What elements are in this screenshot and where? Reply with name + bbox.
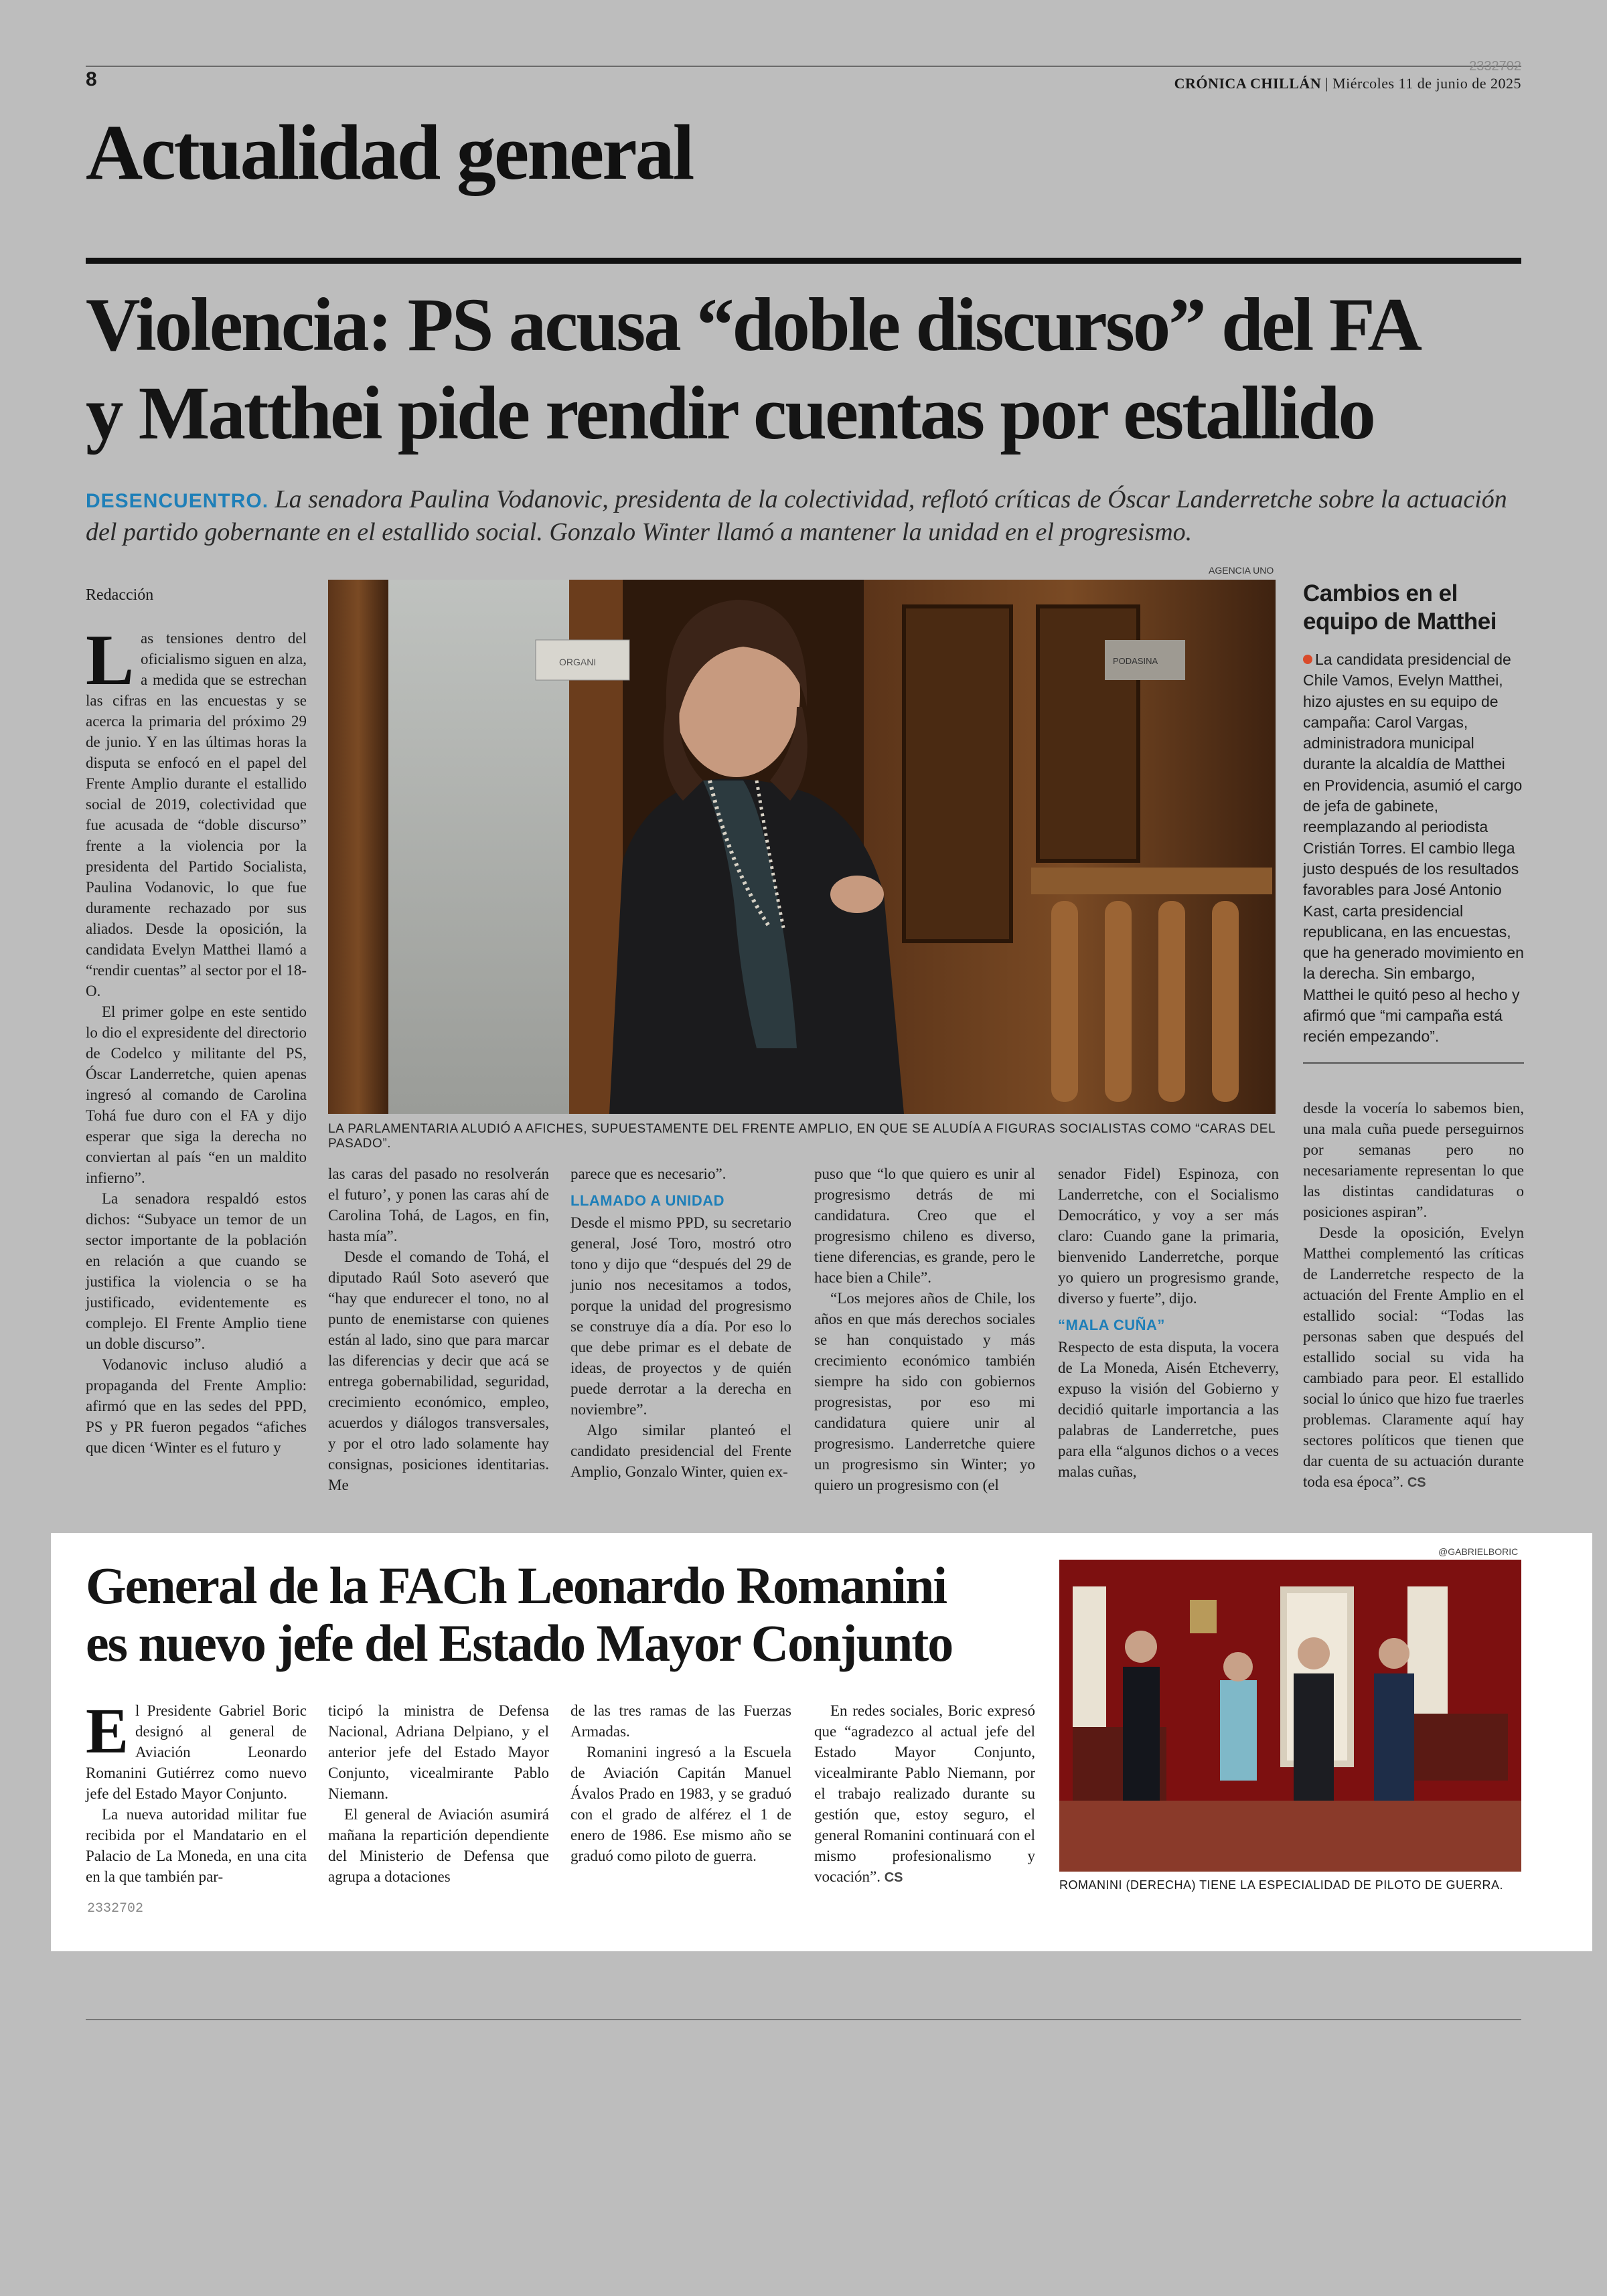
sidebar-paragraph: La candidata presidencial de Chile Vamos, Evelyn Matthei, hizo ajustes en su equipo de campaña: Carol Vargas, administradora municipal durante la alcaldía de Matthei en Providencia, asumió el cargo de jefa de gabinete, reemplazando al periodista Cristián Torres. El cambio llega justo después de los resultados favorables para José Antonio Kast, carta presidencial republicana, en las encuestas, que ha generado movimiento en la derecha. Sin embargo, Matthei le quitó peso al hecho y afirmó que “mi campaña está recién empezando”. bbox=[1303, 651, 1524, 1046]
photo-credit: AGENCIA UNO bbox=[1209, 565, 1274, 576]
sign-left: ORGANI bbox=[559, 657, 597, 667]
bottom-column-1 bbox=[86, 1695, 307, 1887]
lede-text: La senadora Paulina Vodanovic, presidenta de la colectividad, reflotó críticas de Óscar Landerretche sobre la actuación del partido gobernante en el estallido social. Gonzalo Winter llamó a mantener la unidad en el progresismo. bbox=[86, 485, 1507, 546]
header-rule bbox=[86, 66, 1521, 67]
sign-right: PODASINA bbox=[1113, 656, 1158, 666]
publication-date: Miércoles 11 de junio de 2025 bbox=[1332, 75, 1521, 92]
sidebar-title: Cambios en el equipo de Matthei bbox=[1303, 580, 1497, 635]
article-column-6 bbox=[1303, 1098, 1524, 1492]
paragraph: puso que “lo que quiero es unir al progresismo detrás de mi candidatura. Creo que el progresismo chileno es diverso, tiene diferencias, es grande, pero le hace bien a Chile”. bbox=[814, 1165, 1035, 1286]
paragraph bbox=[814, 1700, 1035, 1887]
headline-line-1: Violencia: PS acusa “doble discurso” del FA bbox=[86, 283, 1420, 367]
publication-line bbox=[1174, 75, 1521, 92]
article-lede bbox=[86, 483, 1525, 549]
bottom-document-id: 2332702 bbox=[87, 1901, 144, 1916]
article-column-5 bbox=[1058, 1163, 1279, 1482]
dropcap: L bbox=[86, 621, 135, 700]
paragraph: Romanini ingresó a la Escuela de Aviación Capitán Manuel Ávalos Prado en 1983, y se graduó con el grado de alférez el 1 de enero de 1986. Ese mismo año se graduó como piloto de guerra. bbox=[570, 1744, 791, 1864]
article-column-4 bbox=[814, 1163, 1035, 1495]
bottom-column-3 bbox=[570, 1700, 791, 1866]
bottom-headline bbox=[86, 1557, 1037, 1672]
headline-line-2: y Matthei pide rendir cuentas por estallido bbox=[86, 372, 1374, 455]
separator: | bbox=[1325, 75, 1333, 92]
bullet-icon bbox=[1303, 655, 1312, 664]
paragraph: parece que es necesario”. bbox=[570, 1165, 726, 1182]
end-mark: CS bbox=[884, 1870, 903, 1885]
bottom-column-2 bbox=[328, 1700, 549, 1887]
paragraph-text: En redes sociales, Boric expresó que “agradezco al actual jefe del Estado Mayor Conjunto, vicealmirante Pablo Niemann, por el trabajo realizado durante su gestión que, estoy seguro, el general Romanini continuará con el mismo profesionalismo y vocación”. bbox=[814, 1702, 1035, 1885]
dropcap: E bbox=[86, 1695, 129, 1767]
paragraph: Desde el mismo PPD, su secretario general, José Toro, mostró otro tono y dijo que “después del 29 de junio nos necesitamos a todos, porque la unidad del progresismo se construye día a día. Por eso lo que debe primar es el debate de ideas, de proyectos y de quién puede derrotar a la derecha en noviembre”. bbox=[570, 1214, 791, 1418]
article-column-3 bbox=[570, 1163, 791, 1482]
bottom-column-4 bbox=[814, 1700, 1035, 1887]
section-rule bbox=[86, 258, 1521, 264]
document-id: 2332702 bbox=[1469, 59, 1521, 74]
paragraph: Vodanovic incluso aludió a propaganda del Frente Amplio: afirmó que en las sedes del PPD, PS y PR fueron pegados “afiches que dicen ‘Winter es el futuro y bbox=[86, 1356, 307, 1456]
bottom-headline-line-1: General de la FACh Leonardo Romanini bbox=[86, 1556, 947, 1615]
sidebar-text bbox=[1303, 649, 1524, 1048]
paragraph: ticipó la ministra de Defensa Nacional, Adriana Delpiano, y el anterior jefe del Estado Mayor Conjunto, vicealmirante Pablo Niemann. bbox=[328, 1702, 549, 1802]
subhead: “MALA CUÑA” bbox=[1058, 1317, 1165, 1333]
paragraph: El general de Aviación asumirá mañana la repartición dependiente del Ministerio de Defensa que agrupa a dotaciones bbox=[328, 1806, 549, 1885]
publication-name: CRÓNICA CHILLÁN bbox=[1174, 75, 1322, 92]
subhead: LLAMADO A UNIDAD bbox=[570, 1192, 725, 1209]
section-title: Actualidad general bbox=[86, 108, 693, 196]
paragraph-text: Desde la oposición, Evelyn Matthei complementó las críticas de Landerretche respecto de la actuación del Frente Amplio en el estallido social: “Todas las personas saben que después del estallido social su vida ha cambiado para peor. El estallido social lo único que hizo fue traerles problemas. Claramente aquí hay sectores políticos que tienen que dar cuenta de su actuación durante toda esa época”. bbox=[1303, 1224, 1524, 1490]
paragraph bbox=[1303, 1222, 1524, 1492]
paragraph: de las tres ramas de las Fuerzas Armadas. bbox=[570, 1702, 791, 1740]
bottom-headline-line-2: es nuevo jefe del Estado Mayor Conjunto bbox=[86, 1614, 953, 1672]
paragraph: senador Fidel) Espinoza, con Landerretche, con el Socialismo Democrático, y voy a ser más claro: Cuando gane la primaria, bienvenido Landerretche, porque yo quiero un progresismo grande, diverso y fuerte”, dijo. bbox=[1058, 1165, 1279, 1307]
paragraph: La nueva autoridad militar fue recibida por el Mandatario en el Palacio de La Moneda, en una cita en la que también par- bbox=[86, 1806, 307, 1885]
main-photo bbox=[328, 580, 1276, 1114]
paragraph: La senadora respaldó estos dichos: “Subyace un temor de un sector importante de la población en relación a que cuando se justifica la violencia o se ha justificado, evidentemente es complejo. El Frente Amplio tiene un doble discurso”. bbox=[86, 1190, 307, 1352]
photo-illustration bbox=[328, 580, 1276, 1114]
lede-kicker: DESENCUENTRO. bbox=[86, 490, 269, 512]
article-column-2 bbox=[328, 1163, 549, 1495]
paragraph: las caras del pasado no resolverán el futuro’, y ponen las caras ahí de Carolina Tohá, de Lagos, en fin, hasta mía”. bbox=[328, 1165, 549, 1244]
footer-rule bbox=[86, 2019, 1521, 2020]
paragraph: “Los mejores años de Chile, los años en que más derechos sociales se han conquistado y más crecimiento económico también siempre ha sido con gobiernos progresistas, por eso mi candidatura quiere unir al progresismo. Landerretche quiere un progresismo sin Winter; yo quiero un progresismo con (el bbox=[814, 1290, 1035, 1493]
article-column-1 bbox=[86, 621, 307, 1458]
paragraph: Respecto de esta disputa, la vocera de La Moneda, Aisén Etcheverry, expuso la visión del Gobierno y decidió quitarle importancia a las palabras de Landerretche, pues para ella “algunos dichos o a veces malas cuñas, bbox=[1058, 1339, 1279, 1480]
paragraph-text: l Presidente Gabriel Boric designó al general de Aviación Leonardo Romanini Gutiérrez como nuevo jefe del Estado Mayor Conjunto. bbox=[86, 1702, 307, 1802]
paragraph bbox=[86, 1695, 307, 1804]
end-mark: CS bbox=[1407, 1475, 1426, 1490]
paragraph: Algo similar planteó el candidato presidencial del Frente Amplio, Gonzalo Winter, quien ex- bbox=[570, 1422, 791, 1480]
bottom-photo-caption: ROMANINI (DERECHA) TIENE LA ESPECIALIDAD DE PILOTO DE GUERRA. bbox=[1059, 1878, 1503, 1892]
bottom-photo-illustration bbox=[1059, 1560, 1521, 1872]
bottom-photo bbox=[1059, 1560, 1521, 1872]
bottom-photo-credit: @GABRIELBORIC bbox=[1438, 1546, 1519, 1557]
article-headline bbox=[86, 281, 1525, 458]
byline: Redacción bbox=[86, 586, 154, 604]
paragraph bbox=[86, 621, 307, 1001]
sidebar-rule bbox=[1303, 1062, 1524, 1064]
page-number: 8 bbox=[86, 68, 97, 90]
paragraph: El primer golpe en este sentido lo dio el expresidente del directorio de Codelco y militante del PS, Óscar Landerretche, quien apenas ingresó al comando de Carolina Tohá fue duro con el FA y dijo esperar que siga la derecha no conviertan al país “en un maldito infierno”. bbox=[86, 1003, 307, 1186]
paragraph: Desde el comando de Tohá, el diputado Raúl Soto aseveró que “hay que endurecer el tono, no al punto de enemistarse con quienes están al lado, sino que para marcar las diferencias y decir que acá se entrega gobernabilidad, seguridad, crecimiento económico, empleo, acuerdos y diálogos transversales, y por el otro lado solamente hay consignas, posiciones identitarias. Me bbox=[328, 1248, 549, 1493]
paragraph: desde la vocería lo sabemos bien, una mala cuña puede perseguirnos por semanas pero no necesariamente representan lo que las distintas candidaturas o posiciones aspiran”. bbox=[1303, 1100, 1524, 1220]
photo-caption: LA PARLAMENTARIA ALUDIÓ A AFICHES, SUPUESTAMENTE DEL FRENTE AMPLIO, EN QUE SE ALUDÍA A FIGURAS SOCIALISTAS COMO “CARAS DEL PASADO”. bbox=[328, 1122, 1276, 1151]
paragraph-text: as tensiones dentro del oficialismo siguen en alza, a medida que se estrechan las cifras en las encuestas y se acerca la primaria del próximo 29 de junio. Y en las últimas horas la disputa se enfocó en el papel del Frente Amplio durante el estallido social de 2019, colectividad que fue acusada de “doble discurso” frente a la violencia por la presidenta del Partido Socialista, Paulina Vodanovic, lo que fue duramente rechazado por sus aliados. Desde la oposición, la candidata Evelyn Matthei llamó a “rendir cuentas” al sector por el 18-O. bbox=[86, 630, 307, 999]
